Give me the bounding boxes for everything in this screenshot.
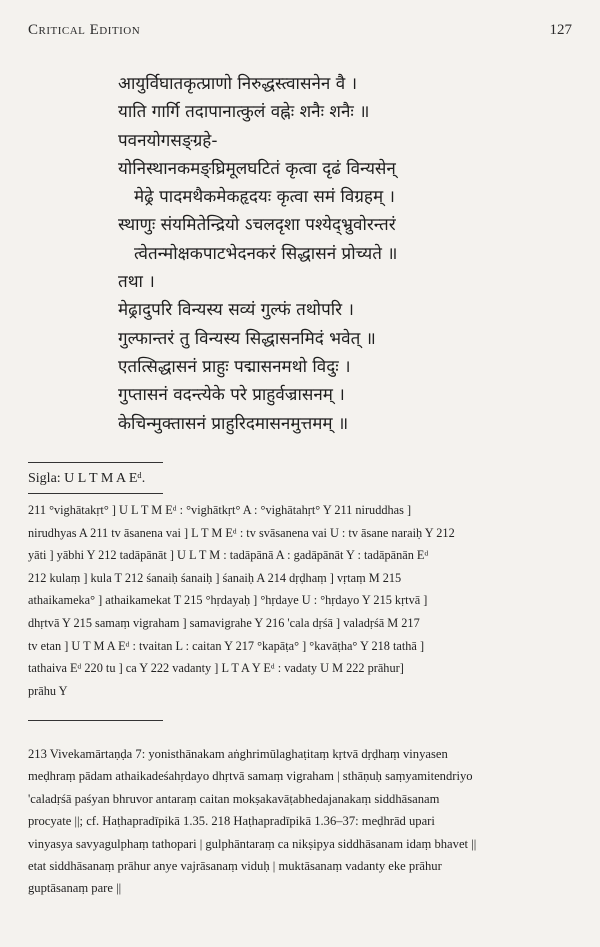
apparatus-line: 212 kulaṃ ] kula T 212 śanaiḥ śanaiḥ ] śanaiḥ A 214 dṛḍhaṃ ] vṛtaṃ M 215 — [28, 570, 402, 585]
verse-line: गुप्तासनं वदन्त्येके परे प्राहुर्वज्रासनम् । — [118, 385, 345, 406]
note-line: meḍhraṃ pādam athaikadeśahṛdayo dhṛtvā samaṃ vigraham | sthāṇuḥ saṃyamitendriyo — [28, 769, 473, 784]
apparatus-line: dhṛtvā Y 215 samaṃ vigraham ] samavigrahe Y 216 'cala dṛśā ] valadṛśā M 217 — [28, 615, 420, 630]
page-header — [28, 22, 572, 42]
apparatus-divider — [28, 493, 163, 494]
verse-line: केचिन्मुक्तासनं प्राहुरिदमासनमुत्तमम् ॥ — [118, 413, 349, 434]
verse-line: गुल्फान्तरं तु विन्यस्य सिद्धासनमिदं भवेत् ॥ — [118, 328, 376, 349]
verse-line: एतत्सिद्धासनं प्राहुः पद्मासनमथो विदुः । — [118, 356, 351, 377]
note-line: vinyasya savyagulphaṃ tathopari | gulphāntaraṃ ca nikṣipya siddhāsanam idaṃ bhavet || — [28, 836, 477, 851]
apparatus-line: nirudhyas A 211 tv āsanena vai ] L T M Eᵈ : tv svāsanena vai U : tv āsane naraiḥ Y 212 — [28, 525, 455, 540]
apparatus-line: yāti ] yābhi Y 212 tadāpānāt ] U L T M : tadāpānā A : gadāpānāt Y : tadāpānān Eᵈ — [28, 548, 429, 563]
notes-divider — [28, 720, 163, 721]
sigla-line: Sigla: U L T M A Eᵈ. — [28, 471, 146, 486]
verse-line: योनिस्थानकमङ्घ्रिमूलघटितं कृत्वा दृढं विन्यसेन् — [118, 158, 396, 179]
apparatus-line: 211 °vighātakṛt° ] U L T M Eᵈ : °vighātkṛt° A : °vighātahṛt° Y 211 niruddhas ] — [28, 503, 412, 517]
verse-line: पवनयोगसङ्ग्रहे- — [118, 130, 218, 151]
verse-line: याति गार्गि तदापानात्कुलं वह्नेः शनैः शनैः ॥ — [118, 102, 370, 123]
apparatus-line: tv etan ] U T M A Eᵈ : tvaitan L : caitan Y 217 °kapāṭa° ] °kavāṭha° Y 218 tathā ] — [28, 638, 425, 653]
verse-line: मेढ्रे पादमथैकमेकहृदयः कृत्वा समं विग्रहम् । — [134, 187, 395, 208]
note-line: guptāsanaṃ pare || — [28, 881, 122, 896]
note-line: 213 Vivekamārtaṇḍa 7: yonisthānakam aṅghrimūlaghaṭitaṃ kṛtvā dṛḍhaṃ vinyasen — [28, 747, 448, 761]
running-head: Critical Edition — [28, 22, 141, 38]
sanskrit-verses — [118, 70, 578, 438]
verse-line: तथा । — [118, 272, 155, 293]
apparatus-line: tathaiva Eᵈ 220 tu ] ca Y 222 vadanty ] L T A Y Eᵈ : vadaty U M 222 prāhur] — [28, 661, 404, 676]
note-line: 'caladṛśā paśyan bhruvor antaraṃ caitan mokṣakavāṭabhedajanakaṃ siddhāsanam — [28, 791, 440, 806]
critical-apparatus — [28, 499, 574, 702]
apparatus-line: prāhu Y — [28, 683, 68, 698]
verse-line: मेढ्रादुपरि विन्यस्य सव्यं गुल्फं तथोपरि । — [118, 300, 354, 321]
testimonia-notes — [28, 743, 576, 900]
page-number: 127 — [549, 22, 572, 38]
note-line: procyate ||; cf. Haṭhapradīpikā 1.35. 218 Haṭhapradīpikā 1.36–37: meḍhrād upari — [28, 814, 435, 829]
note-line: etat siddhāsanaṃ prāhur anye vajrāsanaṃ viduḥ | muktāsanaṃ vadanty eke prāhur — [28, 858, 442, 873]
verse-line: स्थाणुः संयमितेन्द्रियो ऽचलदृशा पश्येद्भ्रुवोरन्तरं — [118, 215, 396, 236]
apparatus-line: athaikameka° ] athaikamekat T 215 °hṛdayaḥ ] °hṛdaye U : °hṛdayo Y 215 kṛtvā ] — [28, 593, 428, 608]
verse-line: आयुर्विघातकृत्प्राणो निरुद्धस्त्वासनेन वै । — [118, 74, 358, 94]
sigla-divider — [28, 462, 163, 463]
verse-line: त्वेतन्मोक्षकपाटभेदनकरं सिद्धासनं प्रोच्यते ॥ — [134, 243, 398, 264]
